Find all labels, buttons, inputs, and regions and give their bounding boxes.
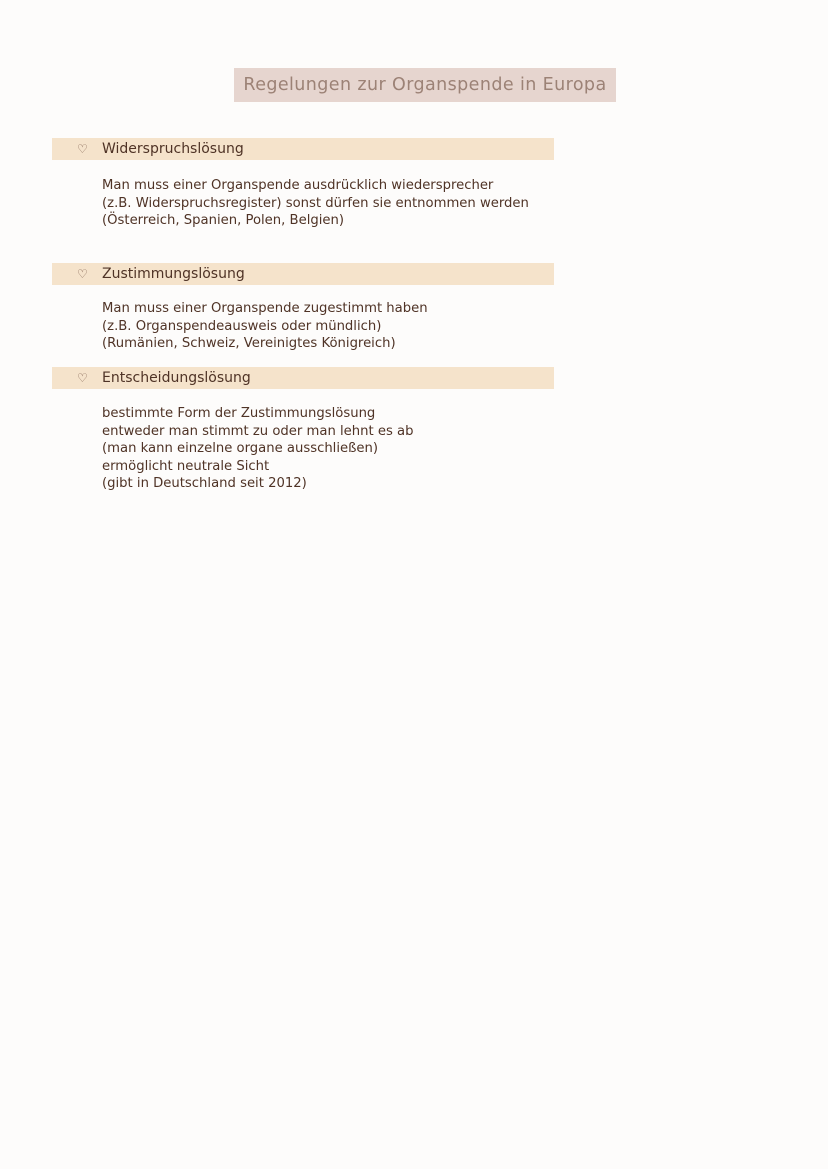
body-line: (z.B. Organspendeausweis oder mündlich) xyxy=(102,318,382,334)
heart-icon: ♡ xyxy=(77,371,88,385)
section-header-zustimmung xyxy=(52,263,554,285)
section-header-widerspruch xyxy=(52,138,554,160)
section-body-entscheidung xyxy=(102,405,413,493)
body-line: bestimmte Form der Zustimmungslösung xyxy=(102,406,376,421)
section-body-zustimmung xyxy=(102,300,428,353)
heart-icon: ♡ xyxy=(77,267,88,281)
section-body-widerspruch xyxy=(102,177,529,230)
body-line: (z.B. Widerspruchsregister) sonst dürfen sie entnommen werden xyxy=(102,195,529,211)
page-title: Regelungen zur Organspende in Europa xyxy=(243,75,607,95)
body-line: Man muss einer Organspende zugestimmt haben xyxy=(102,301,428,316)
body-line: (gibt in Deutschland seit 2012) xyxy=(102,476,307,492)
body-line: Man muss einer Organspende ausdrücklich wiedersprecher xyxy=(102,178,494,193)
body-line: ermöglicht neutrale Sicht xyxy=(102,458,270,474)
body-line: (Rumänien, Schweiz, Vereinigtes Königreich) xyxy=(102,336,396,352)
section-header-entscheidung xyxy=(52,367,554,389)
body-line: entweder man stimmt zu oder man lehnt es ab xyxy=(102,423,414,439)
title-banner xyxy=(234,68,616,102)
heart-icon: ♡ xyxy=(77,142,88,156)
section-heading: Entscheidungslösung xyxy=(102,370,251,386)
body-line: (man kann einzelne organe ausschließen) xyxy=(102,441,379,457)
section-heading: Widerspruchslösung xyxy=(102,141,244,157)
section-heading: Zustimmungslösung xyxy=(102,266,245,282)
body-line: (Österreich, Spanien, Polen, Belgien) xyxy=(102,213,345,229)
